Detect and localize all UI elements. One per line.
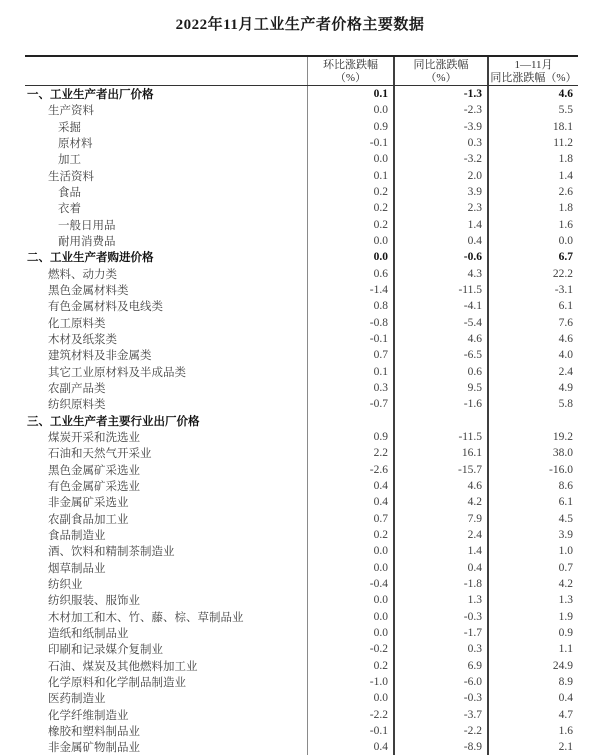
row-value-yoy: -2.3 [393,102,487,118]
row-value-yoy: -4.1 [393,298,487,314]
row-label: 橡胶和塑料制品业 [48,725,140,738]
row-value-mom: 0.0 [307,102,393,118]
row-value-mom: -1.4 [307,282,393,298]
row-value-yoy: 3.9 [393,184,487,200]
row-label: 耐用消费品 [58,236,116,249]
row-value-ytd: 1.6 [487,723,578,739]
row-label: 造纸和纸制品业 [48,627,129,640]
row-value-ytd: 8.9 [487,674,578,690]
row-value-mom: 0.2 [307,184,393,200]
row-value-mom: 0.7 [307,347,393,363]
row-value-yoy: 0.4 [393,233,487,249]
row-value-yoy: 16.1 [393,445,487,461]
row-label: 三、工业生产者主要行业出厂价格 [27,415,200,428]
row-label: 非金属矿采选业 [48,497,129,510]
row-label: 生产资料 [48,105,94,118]
row-value-ytd: 0.9 [487,625,578,641]
row-value-ytd: 8.6 [487,478,578,494]
row-label: 黑色金属材料类 [48,285,129,298]
row-value-mom: -0.1 [307,331,393,347]
table-row [25,102,578,118]
row-label: 建筑材料及非金属类 [48,350,152,363]
row-label: 纺织原料类 [48,399,106,412]
table-row [25,576,578,592]
table-row [25,364,578,380]
row-value-ytd: 2.1 [487,739,578,755]
row-value-ytd: 1.6 [487,217,578,233]
row-value-yoy: 1.3 [393,592,487,608]
row-value-yoy: 4.6 [393,331,487,347]
table-row [25,641,578,657]
row-value-ytd: 6.7 [487,249,578,265]
table-row [25,723,578,739]
row-label: 石油和天然气开采业 [48,448,152,461]
row-value-ytd: 4.2 [487,576,578,592]
row-value-ytd: 22.2 [487,266,578,282]
row-value-ytd: 2.4 [487,364,578,380]
row-value-mom: 2.2 [307,445,393,461]
row-value-yoy: 0.6 [393,364,487,380]
data-table [25,55,578,755]
row-value-yoy: -3.2 [393,151,487,167]
row-value-ytd: 1.4 [487,168,578,184]
row-label: 生活资料 [48,170,94,183]
table-row [25,331,578,347]
table-row [25,168,578,184]
row-value-mom: -2.6 [307,462,393,478]
row-label: 纺织业 [48,579,83,591]
row-value-ytd: 2.6 [487,184,578,200]
row-value-ytd: 5.5 [487,102,578,118]
table-row [25,445,578,461]
row-label: 有色金属材料及电线类 [48,301,163,314]
row-value-mom: 0.7 [307,511,393,527]
row-value-ytd: 6.1 [487,494,578,510]
row-value-mom: 0.9 [307,119,393,135]
row-label: 医药制造业 [48,693,106,706]
row-value-yoy [393,413,487,429]
row-value-yoy: -1.8 [393,576,487,592]
column-header-mom-line2: （%） [334,72,367,84]
row-value-ytd: 4.0 [487,347,578,363]
row-value-yoy: 0.3 [393,135,487,151]
table-row [25,609,578,625]
row-value-yoy: -6.0 [393,674,487,690]
row-value-ytd: 4.5 [487,511,578,527]
column-header-ytd-line1: 1—11月 [514,59,553,71]
table-row [25,282,578,298]
table-row [25,184,578,200]
row-label: 印刷和记录媒介复制业 [48,644,163,657]
table-row [25,347,578,363]
row-label: 食品 [58,187,81,200]
row-label: 酒、饮料和精制茶制造业 [48,546,175,559]
row-value-yoy: 2.0 [393,168,487,184]
row-value-yoy: -11.5 [393,282,487,298]
row-value-mom: -0.8 [307,315,393,331]
row-value-mom: -0.4 [307,576,393,592]
row-value-mom: 0.0 [307,560,393,576]
table-row [25,527,578,543]
row-value-yoy: -0.6 [393,249,487,265]
row-value-mom: 0.4 [307,739,393,755]
table-row [25,249,578,265]
row-value-mom: 0.2 [307,657,393,673]
row-value-yoy: -8.9 [393,739,487,755]
row-value-mom: 0.0 [307,249,393,265]
row-label: 农副食品加工业 [48,513,129,526]
row-value-mom: 0.1 [307,168,393,184]
table-row [25,560,578,576]
row-value-ytd: 24.9 [487,657,578,673]
table-row [25,657,578,673]
table-row [25,396,578,412]
row-value-yoy: -3.7 [393,706,487,722]
table-row [25,298,578,314]
row-value-mom: 0.0 [307,625,393,641]
row-value-yoy: 2.3 [393,200,487,216]
row-label: 加工 [58,154,81,167]
row-value-ytd: 11.2 [487,135,578,151]
row-value-mom: -1.0 [307,674,393,690]
row-value-yoy: 9.5 [393,380,487,396]
row-value-yoy: 1.4 [393,543,487,559]
column-header-mom-line1: 环比涨跌幅 [323,59,378,71]
row-label: 原材料 [58,138,93,151]
row-label: 衣着 [58,203,81,216]
row-value-mom: 0.9 [307,429,393,445]
table-row [25,266,578,282]
row-value-mom: 0.1 [307,364,393,380]
row-value-yoy: 7.9 [393,511,487,527]
row-value-mom: 0.1 [307,86,393,102]
row-value-yoy: -0.3 [393,609,487,625]
row-value-ytd: 5.8 [487,396,578,412]
row-value-ytd: -3.1 [487,282,578,298]
row-value-yoy: 4.2 [393,494,487,510]
row-value-yoy: -1.3 [393,86,487,102]
row-label: 食品制造业 [48,530,106,543]
row-label: 农副产品类 [48,383,106,396]
row-value-ytd: -16.0 [487,462,578,478]
row-label: 一般日用品 [58,219,116,232]
table-row [25,217,578,233]
row-value-ytd: 38.0 [487,445,578,461]
column-header-ytd-line2: 同比涨跌幅（%） [490,72,577,84]
column-header-mom [307,57,393,85]
row-value-ytd: 4.7 [487,706,578,722]
table-row [25,200,578,216]
row-value-mom: 0.0 [307,543,393,559]
row-label: 二、工业生产者购进价格 [27,252,154,265]
row-label: 木材加工和木、竹、藤、棕、草制品业 [48,611,244,624]
row-label: 有色金属矿采选业 [48,481,140,494]
row-value-yoy: -5.4 [393,315,487,331]
row-value-ytd: 3.9 [487,527,578,543]
row-value-ytd: 1.9 [487,609,578,625]
row-value-mom: 0.4 [307,494,393,510]
row-value-yoy: -6.5 [393,347,487,363]
table-row [25,739,578,755]
table-row [25,674,578,690]
row-value-mom: 0.0 [307,151,393,167]
table-header-row [25,55,578,86]
row-value-mom: -0.1 [307,723,393,739]
row-value-yoy: 4.3 [393,266,487,282]
table-row [25,151,578,167]
table-row [25,625,578,641]
row-label: 化学原料和化学制品制造业 [48,676,186,689]
table-row [25,511,578,527]
row-value-mom: 0.0 [307,690,393,706]
row-value-yoy: -2.2 [393,723,487,739]
table-row [25,233,578,249]
table-row [25,592,578,608]
row-value-mom: 0.0 [307,592,393,608]
column-header-ytd [487,57,578,85]
row-value-yoy: -1.6 [393,396,487,412]
row-value-mom: 0.3 [307,380,393,396]
row-value-yoy: 0.4 [393,560,487,576]
row-value-mom: 0.8 [307,298,393,314]
row-value-ytd: 7.6 [487,315,578,331]
row-label: 石油、煤炭及其他燃料加工业 [48,660,198,673]
row-value-ytd: 1.8 [487,200,578,216]
row-label: 木材及纸浆类 [48,334,117,347]
row-value-ytd: 1.8 [487,151,578,167]
row-label: 煤炭开采和洗选业 [48,432,140,445]
row-label: 非金属矿物制品业 [48,742,140,755]
row-value-ytd: 4.9 [487,380,578,396]
row-value-yoy: 6.9 [393,657,487,673]
row-value-mom: -2.2 [307,706,393,722]
table-row [25,315,578,331]
column-header-yoy-line1: 同比涨跌幅 [413,59,469,71]
table-row [25,380,578,396]
row-value-ytd: 19.2 [487,429,578,445]
row-value-ytd: 1.3 [487,592,578,608]
table-row [25,543,578,559]
row-value-mom [307,413,393,429]
row-value-ytd: 1.1 [487,641,578,657]
table-row [25,86,578,102]
column-header-yoy-line2: （%） [425,72,457,84]
table-row [25,413,578,429]
row-value-ytd: 18.1 [487,119,578,135]
row-value-yoy: 0.3 [393,641,487,657]
row-value-ytd: 4.6 [487,86,578,102]
table-row [25,462,578,478]
table-row [25,135,578,151]
row-value-ytd [487,413,578,429]
row-value-ytd: 0.0 [487,233,578,249]
row-value-yoy: -15.7 [393,462,487,478]
table-body [25,86,578,755]
row-value-ytd: 0.7 [487,560,578,576]
table-row [25,690,578,706]
table-row [25,706,578,722]
table-row [25,119,578,135]
row-value-mom: 0.2 [307,200,393,216]
row-value-ytd: 0.4 [487,690,578,706]
row-label: 其它工业原材料及半成品类 [48,366,186,379]
row-label: 燃料、动力类 [48,268,117,281]
table-row [25,478,578,494]
row-label: 化学纤维制造业 [48,709,129,722]
row-value-mom: 0.4 [307,478,393,494]
row-value-mom: 0.2 [307,527,393,543]
row-value-mom: -0.2 [307,641,393,657]
row-value-yoy: -11.5 [393,429,487,445]
row-label: 采掘 [58,121,81,134]
row-value-ytd: 1.0 [487,543,578,559]
row-value-yoy: -3.9 [393,119,487,135]
row-value-yoy: -0.3 [393,690,487,706]
row-value-mom: 0.2 [307,217,393,233]
row-value-mom: 0.6 [307,266,393,282]
row-value-ytd: 6.1 [487,298,578,314]
row-value-yoy: 4.6 [393,478,487,494]
page-title: 2022年11月工业生产者价格主要数据 [175,17,425,33]
column-header-yoy [393,57,487,85]
row-value-ytd: 4.6 [487,331,578,347]
table-row [25,494,578,510]
row-value-mom: 0.0 [307,609,393,625]
row-label: 纺织服装、服饰业 [48,595,140,608]
row-value-yoy: -1.7 [393,625,487,641]
row-value-mom: -0.1 [307,135,393,151]
row-label: 烟草制品业 [48,562,106,575]
row-value-mom: -0.7 [307,396,393,412]
row-value-yoy: 2.4 [393,527,487,543]
row-label: 黑色金属矿采选业 [48,464,140,477]
column-header-empty [25,57,307,85]
row-label: 一、工业生产者出厂价格 [27,89,154,102]
row-label: 化工原料类 [48,317,106,330]
row-value-yoy: 1.4 [393,217,487,233]
table-row [25,429,578,445]
row-value-mom: 0.0 [307,233,393,249]
